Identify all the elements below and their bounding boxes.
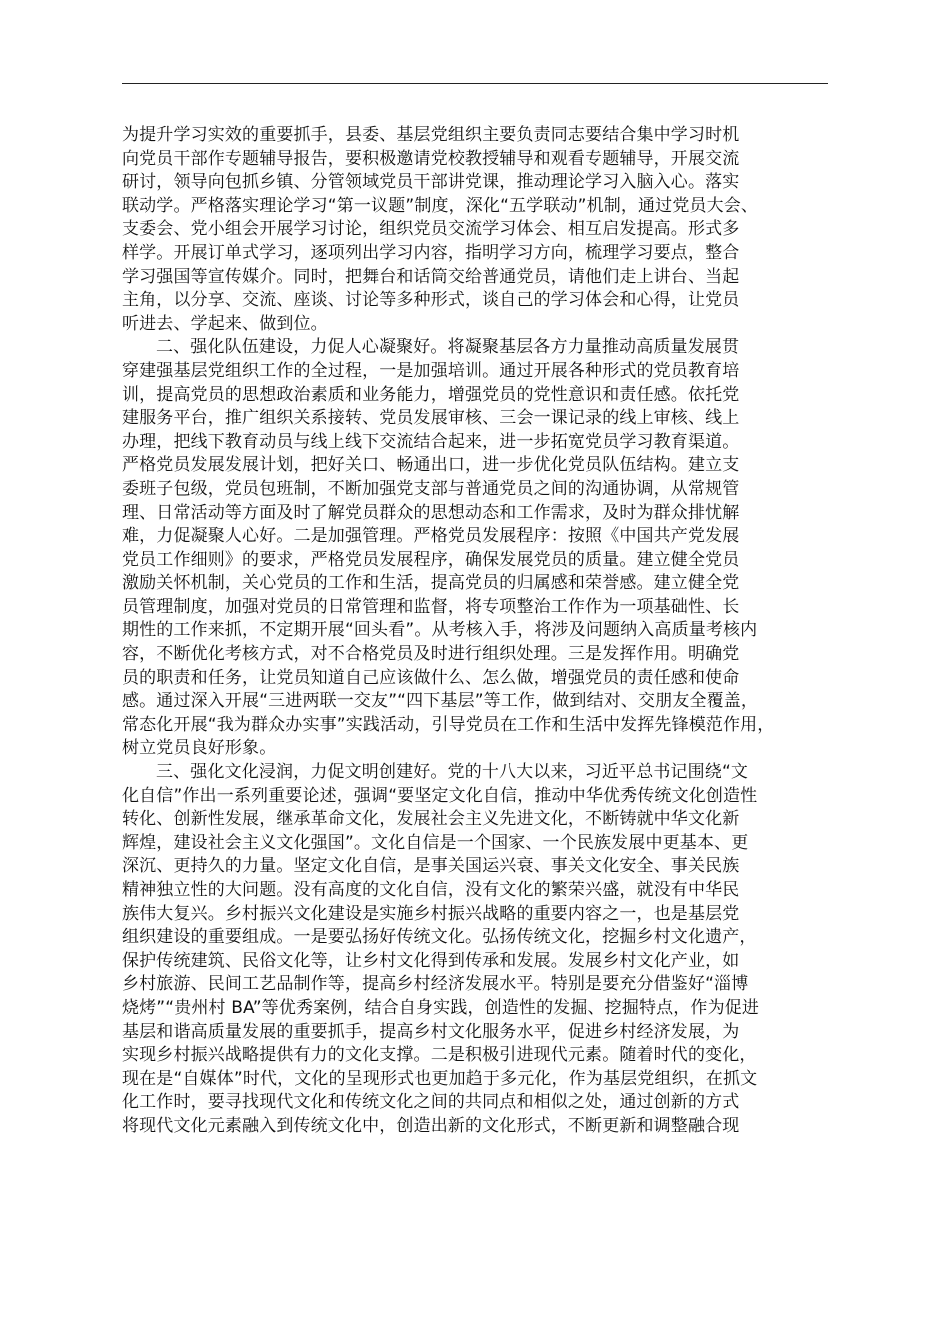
text-line: 党员工作细则》的要求，严格党员发展程序，确保发展党员的质量。建立健全党员 bbox=[122, 549, 740, 570]
text-line: 学习强国等宣传媒介。同时，把舞台和话筒交给普通党员，请他们走上讲台、当起 bbox=[122, 266, 740, 287]
text-line: 理、日常活动等方面及时了解党员群众的思想动态和工作需求，及时为群众排忧解 bbox=[122, 502, 740, 523]
text-line: 烧烤”“贵州村 BA”等优秀案例，结合自身实践，创造性的发掘、挖掘特点，作为促进 bbox=[122, 997, 760, 1018]
text-line: 建服务平台，推广组织关系接转、党员发展审核、三会一课记录的线上审核、线上 bbox=[122, 408, 740, 429]
text-line: 树立党员良好形象。 bbox=[122, 738, 277, 759]
text-line: 委班子包级，党员包班制，不断加强党支部与普通党员之间的沟通协调，从常规管 bbox=[122, 478, 740, 499]
text-line: 员管理制度，加强对党员的日常管理和监督，将专项整治工作作为一项基础性、长 bbox=[122, 596, 740, 617]
section-heading-line: 三、强化文化浸润，力促文明创建好。党的十八大以来，习近平总书记围绕“文 bbox=[156, 762, 749, 783]
text-line: 向党员干部作专题辅导报告，要积极邀请党校教授辅导和观看专题辅导，开展交流 bbox=[122, 148, 740, 169]
text-line: 感。通过深入开展“三进两联一交友”“四下基层”等工作，做到结对、交朋友全覆盖， bbox=[122, 691, 759, 712]
text-line: 研讨，领导向包抓乡镇、分管领域党员干部讲党课，推动理论学习入脑入心。落实 bbox=[122, 172, 740, 193]
text-line: 容，不断优化考核方式，对不合格党员及时进行组织处理。三是发挥作用。明确党 bbox=[122, 644, 740, 665]
text-line: 将现代文化元素融入到传统文化中，创造出新的文化形式，不断更新和调整融合现 bbox=[122, 1115, 740, 1136]
text-line: 转化、创新性发展，继承革命文化，发展社会主义先进文化，不断铸就中华文化新 bbox=[122, 809, 740, 830]
text-line: 保护传统建筑、民俗文化等，让乡村文化得到传承和发展。发展乡村文化产业，如 bbox=[122, 950, 740, 971]
text-line: 激励关怀机制，关心党员的工作和生活，提高党员的归属感和荣誉感。建立健全党 bbox=[122, 573, 740, 594]
text-line: 训，提高党员的思想政治素质和业务能力，增强党员的党性意识和责任感。依托党 bbox=[122, 384, 740, 405]
text-line: 联动学。严格落实理论学习“第一议题”制度，深化“五学联动”机制，通过党员大会、 bbox=[122, 195, 759, 216]
text-line: 难，力促凝聚人心好。二是加强管理。严格党员发展程序：按照《中国共产党发展 bbox=[122, 526, 740, 547]
text-line: 现在是“自媒体”时代，文化的呈现形式也更加趋于多元化，作为基层党组织，在抓文 bbox=[122, 1068, 758, 1089]
header-rule bbox=[122, 83, 828, 84]
text-line: 为提升学习实效的重要抓手，县委、基层党组织主要负责同志要结合集中学习时机 bbox=[122, 125, 740, 145]
text-line: 族伟大复兴。乡村振兴文化建设是实施乡村振兴战略的重要内容之一，也是基层党 bbox=[122, 903, 740, 924]
text-line: 员的职责和任务，让党员知道自己应该做什么、怎么做，增强党员的责任感和使命 bbox=[122, 667, 740, 688]
text-line: 样学。开展订单式学习，逐项列出学习内容，指明学习方向，梳理学习要点，整合 bbox=[122, 242, 740, 263]
text-line: 严格党员发展发展计划，把好关口、畅通出口，进一步优化党员队伍结构。建立支 bbox=[122, 455, 740, 476]
text-line: 深沉、更持久的力量。坚定文化自信，是事关国运兴衰、事关文化安全、事关民族 bbox=[122, 856, 740, 877]
text-line: 辉煌，建设社会主义文化强国”。文化自信是一个国家、一个民族发展中更基本、更 bbox=[122, 832, 749, 853]
section-heading-line: 二、强化队伍建设，力促人心凝聚好。将凝聚基层各方力量推动高质量发展贯 bbox=[156, 337, 740, 358]
text-line: 支委会、党小组会开展学习讨论，组织党员交流学习体会、相互启发提高。形式多 bbox=[122, 219, 740, 240]
text-line: 穿建强基层党组织工作的全过程，一是加强培训。通过开展各种形式的党员教育培 bbox=[122, 360, 740, 381]
text-line: 期性的工作来抓，不定期开展“回头看”。从考核入手，将涉及问题纳入高质量考核内 bbox=[122, 620, 758, 641]
text-line: 实现乡村振兴战略提供有力的文化支撑。二是积极引进现代元素。随着时代的变化， bbox=[122, 1045, 757, 1066]
text-line: 基层和谐高质量发展的重要抓手，提高乡村文化服务水平，促进乡村经济发展，为 bbox=[122, 1021, 740, 1042]
text-line: 化工作时，要寻找现代文化和传统文化之间的共同点和相似之处，通过创新的方式 bbox=[122, 1092, 740, 1113]
text-line: 主角，以分享、交流、座谈、讨论等多种形式，谈自己的学习体会和心得，让党员 bbox=[122, 290, 740, 311]
text-line: 化自信”作出一系列重要论述，强调“要坚定文化自信，推动中华优秀传统文化创造性 bbox=[122, 785, 758, 806]
text-line: 组织建设的重要组成。一是要弘扬好传统文化。弘扬传统文化，挖掘乡村文化遗产， bbox=[122, 927, 757, 948]
text-line: 乡村旅游、民间工艺品制作等，提高乡村经济发展水平。特别是要充分借鉴好“淄博 bbox=[122, 974, 749, 995]
text-line: 精神独立性的大问题。没有高度的文化自信，没有文化的繁荣兴盛，就没有中华民 bbox=[122, 880, 740, 900]
text-line: 听进去、学起来、做到位。 bbox=[122, 313, 328, 334]
text-line: 办理，把线下教育动员与线上线下交流结合起来，进一步拓宽党员学习教育渠道。 bbox=[122, 431, 740, 452]
text-line: 常态化开展“我为群众办实事”实践活动，引导党员在工作和生活中发挥先锋模范作用， bbox=[122, 714, 775, 735]
body-text bbox=[122, 124, 834, 1139]
